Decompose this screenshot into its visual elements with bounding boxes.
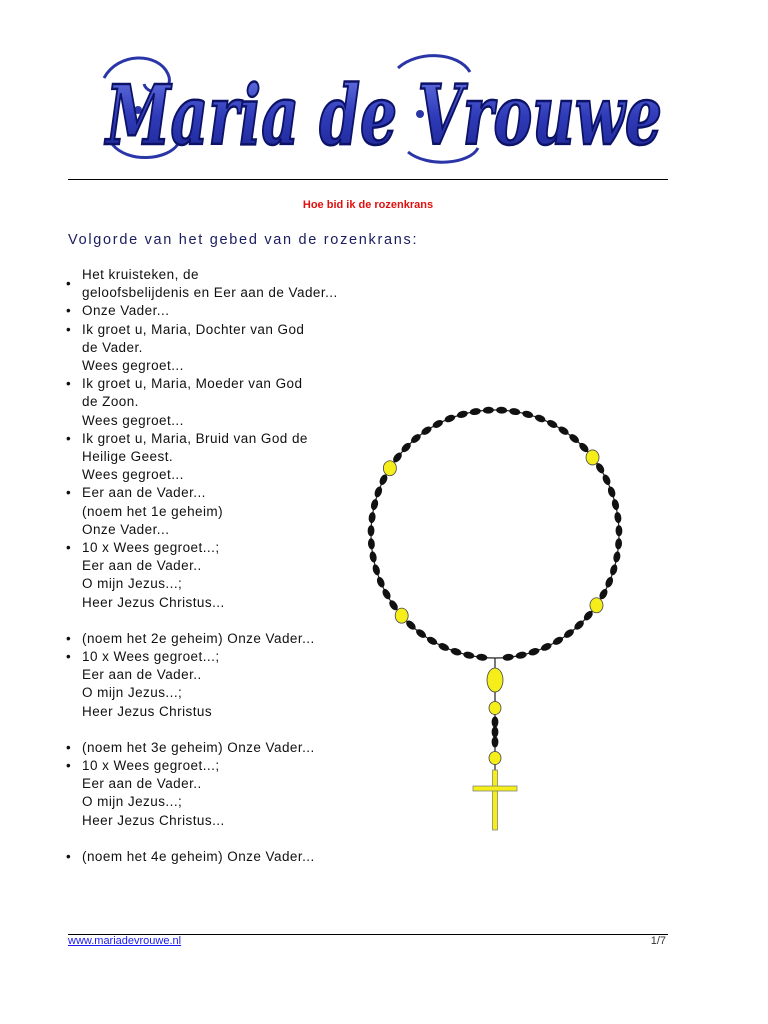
site-logo	[98, 48, 670, 170]
list-item-line: Heer Jezus Christus...	[82, 594, 225, 610]
section-heading: Volgorde van het gebed van de rozenkrans:	[68, 232, 419, 248]
rosary-large-bead	[489, 752, 501, 765]
bullet-icon: •	[66, 376, 72, 392]
list-item	[66, 739, 376, 757]
rosary-bead	[450, 647, 463, 657]
bullet-icon: •	[66, 321, 72, 337]
list-item	[66, 375, 376, 430]
rosary-bead	[371, 563, 381, 576]
bullet-icon: •	[66, 276, 72, 291]
list-item	[66, 484, 376, 539]
list-item-line: Het kruisteken, de	[82, 267, 199, 282]
rosary-bead	[492, 716, 499, 727]
list-item-line: Onze Vader...	[82, 303, 170, 319]
rosary-large-bead	[383, 461, 396, 476]
list-item	[66, 539, 376, 612]
bullet-icon: •	[66, 758, 72, 774]
rosary-bead	[509, 407, 521, 415]
rosary-bead	[469, 407, 481, 415]
list-item-line: Wees gegroet...	[82, 358, 184, 374]
list-item-line: Onze Vader...	[82, 521, 170, 537]
rosary-bead	[368, 538, 376, 550]
rosary-image	[366, 398, 636, 838]
rosary-bead	[425, 635, 438, 647]
bullet-icon: •	[66, 739, 72, 755]
logo-text: Maria de Vrouwe	[103, 68, 663, 164]
list-item	[66, 430, 376, 485]
rosary-bead	[611, 498, 620, 510]
list-item-line: (noem het 2e geheim) Onze Vader...	[82, 630, 315, 646]
rosary-large-bead	[489, 702, 501, 715]
list-item-line: Heer Jezus Christus...	[82, 812, 225, 828]
rosary-bead	[521, 410, 534, 420]
rosary-bead	[546, 418, 559, 429]
list-item	[66, 648, 376, 721]
list-item-line: O mijn Jezus...;	[82, 576, 183, 592]
list-item-line: Eer aan de Vader...	[82, 485, 206, 501]
bullet-list	[66, 266, 376, 866]
logo-image	[98, 48, 670, 170]
rosary-bead	[443, 413, 456, 423]
bullet-icon: •	[66, 649, 72, 665]
list-item-line: Ik groet u, Maria, Bruid van God de	[82, 430, 308, 446]
list-item	[66, 630, 376, 648]
rosary-bead	[375, 576, 386, 589]
rosary-bead	[463, 651, 475, 660]
rosary-bead	[381, 588, 392, 601]
list-item-line: Ik groet u, Maria, Dochter van God	[82, 321, 305, 337]
cross-icon	[493, 770, 498, 830]
bullet-icon: •	[66, 430, 72, 446]
rosary-bead	[437, 642, 450, 653]
rosary-large-bead	[586, 450, 599, 465]
rosary-bead	[369, 551, 378, 563]
list-item-line: Wees gegroet...	[82, 467, 184, 483]
rosary-illustration	[366, 398, 636, 838]
list-item-line: (noem het 3e geheim) Onze Vader...	[82, 739, 315, 755]
rosary-bead	[496, 406, 508, 413]
cross-icon	[473, 786, 517, 791]
bullet-icon: •	[66, 485, 72, 501]
bullet-icon: •	[66, 303, 72, 319]
rosary-bead	[615, 538, 623, 550]
rosary-bead	[420, 425, 433, 437]
rosary-bead	[492, 726, 499, 737]
rosary-bead	[614, 512, 622, 524]
list-item-line: de Zoon.	[82, 394, 139, 410]
rosary-bead	[528, 647, 541, 657]
list-item	[66, 302, 376, 320]
rosary-large-bead	[395, 608, 408, 623]
rosary-bead	[476, 653, 488, 661]
list-item	[66, 266, 376, 302]
header-divider	[68, 179, 668, 180]
document-subtitle: Hoe bid ik de rozenkrans	[302, 199, 434, 211]
bullet-icon: •	[66, 630, 72, 646]
rosary-bead	[456, 410, 469, 420]
rosary-centerpiece	[487, 668, 503, 692]
list-item-line: Eer aan de Vader..	[82, 776, 202, 792]
rosary-bead	[367, 525, 374, 536]
list-item	[66, 321, 376, 376]
page-number: 1/7	[650, 935, 666, 947]
rosary-bead	[551, 635, 564, 647]
list-item-line: de Vader.	[82, 339, 143, 355]
rosary-bead	[601, 473, 612, 486]
list-item-line: Ik groet u, Maria, Moeder van God	[82, 376, 303, 392]
rosary-bead	[431, 418, 444, 429]
rosary-bead	[612, 551, 621, 563]
list-item-line: 10 x Wees gegroet...;	[82, 540, 220, 556]
list-item-line: Heer Jezus Christus	[82, 703, 213, 719]
rosary-bead	[483, 406, 495, 413]
list-item-line: 10 x Wees gegroet...;	[82, 649, 220, 665]
list-item-line: (noem het 4e geheim) Onze Vader...	[82, 848, 315, 864]
rosary-bead	[370, 498, 379, 510]
list-item-line: Wees gegroet...	[82, 412, 184, 428]
bullet-icon: •	[66, 848, 72, 864]
rosary-bead	[373, 486, 383, 499]
list-item-line: Heilige Geest.	[82, 449, 174, 465]
list-item-line: (noem het 1e geheim)	[82, 503, 224, 519]
list-item-line: Eer aan de Vader..	[82, 558, 202, 574]
list-item	[66, 757, 376, 830]
list-item-line: geloofsbelijdenis en Eer aan de Vader...	[82, 285, 338, 301]
rosary-bead	[534, 413, 547, 423]
rosary-large-bead	[590, 598, 603, 613]
rosary-bead	[607, 486, 617, 499]
rosary-bead	[557, 425, 570, 437]
rosary-bead	[540, 642, 553, 653]
list-item-line: Eer aan de Vader..	[82, 667, 202, 683]
prayer-order-list	[66, 266, 376, 866]
rosary-bead	[609, 563, 619, 576]
list-item-line: 10 x Wees gegroet...;	[82, 758, 220, 774]
rosary-bead	[368, 512, 376, 524]
rosary-bead	[492, 736, 499, 747]
list-item	[66, 848, 376, 866]
rosary-bead	[604, 576, 615, 589]
rosary-bead	[615, 525, 622, 536]
rosary-bead	[502, 653, 514, 661]
bullet-icon: •	[66, 540, 72, 556]
list-item-line: O mijn Jezus...;	[82, 794, 183, 810]
list-item-line: O mijn Jezus...;	[82, 685, 183, 701]
rosary-bead	[515, 651, 527, 660]
website-link[interactable]: www.mariadevrouwe.nl	[68, 935, 182, 947]
